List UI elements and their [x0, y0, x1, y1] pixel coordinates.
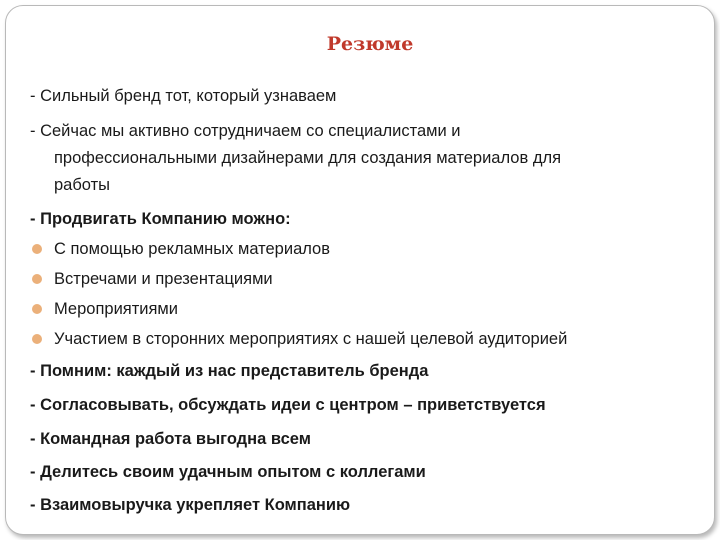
summary-line-coordinate: - Согласовывать, обсуждать идеи с центром – приветствуется	[30, 396, 546, 414]
summary-line-promote: - Продвигать Компанию можно:	[30, 210, 291, 228]
bullet-text: Встречами и презентациями	[54, 270, 273, 288]
summary-line-cooperation-end: работы	[54, 176, 111, 194]
summary-line-cooperation-cont: профессиональными дизайнерами для создания материалов для	[54, 149, 562, 167]
summary-line-strong-brand: - Сильный бренд тот, который узнаваем	[30, 87, 337, 105]
bullet-dot-icon	[32, 274, 42, 284]
summary-line-cooperation: - Сейчас мы активно сотрудничаем со специалистами и	[30, 122, 461, 140]
bullet-text: Участием в сторонних мероприятиях с нашей целевой аудиторией	[54, 330, 568, 348]
summary-line-brand-representative: - Помним: каждый из нас представитель бренда	[30, 362, 429, 380]
bullet-dot-icon	[32, 334, 42, 344]
summary-line-share-experience: - Делитесь своим удачным опытом с коллегами	[30, 463, 426, 481]
bullet-dot-icon	[32, 244, 42, 254]
summary-line-teamwork: - Командная работа выгодна всем	[30, 430, 311, 448]
bullet-dot-icon	[32, 304, 42, 314]
bullet-text: Мероприятиями	[54, 300, 178, 318]
slide-title: Резюме	[326, 33, 414, 55]
bullet-text: С помощью рекламных материалов	[54, 240, 331, 258]
summary-line-mutual-help: - Взаимовыручка укрепляет Компанию	[30, 496, 351, 514]
